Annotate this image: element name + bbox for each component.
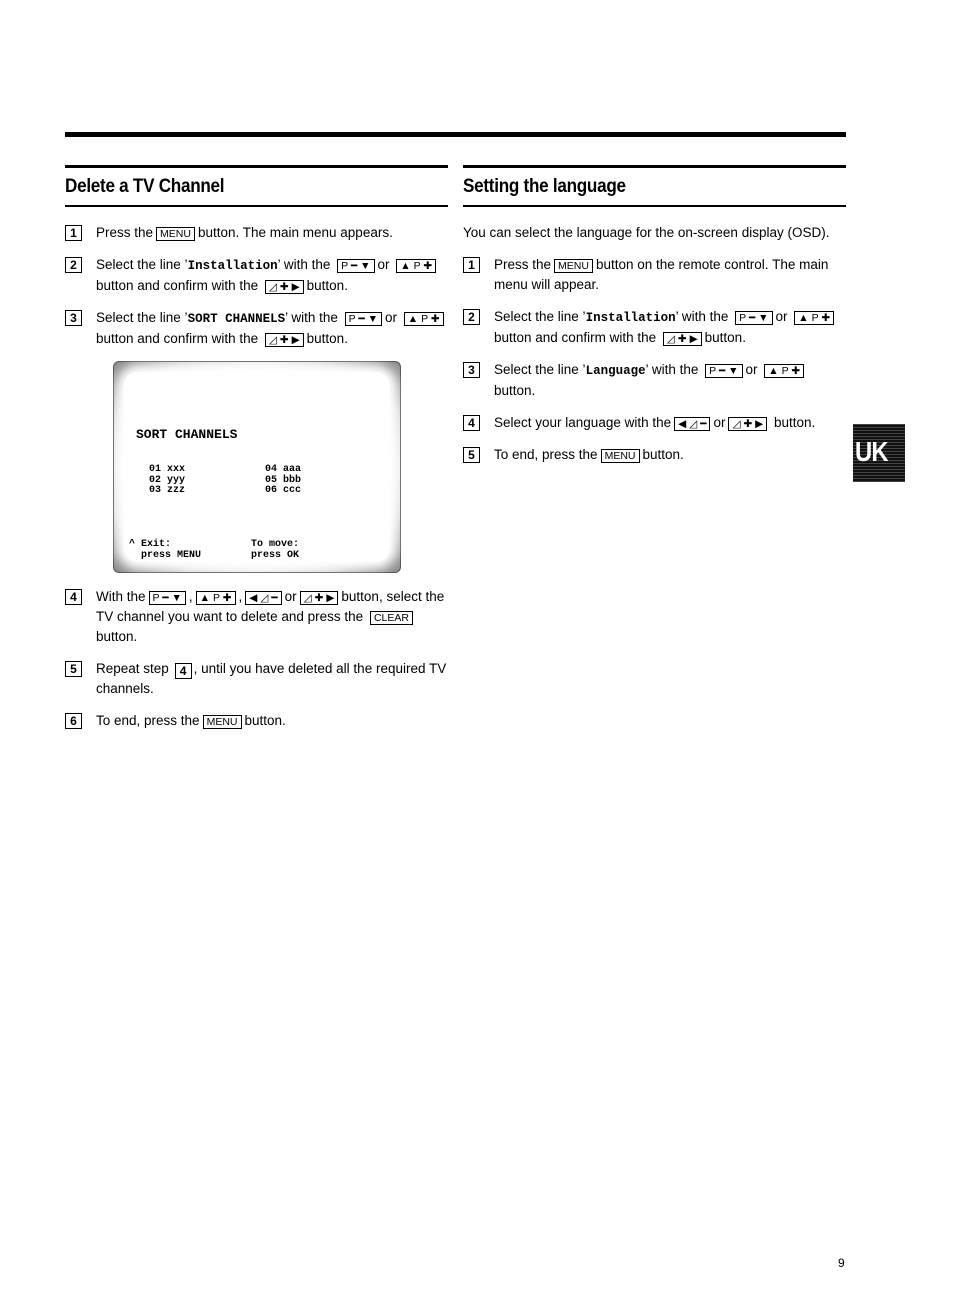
vol-down-key: ◀ ◿ ━: [674, 417, 710, 431]
p-down-key: P ━ ▼: [735, 311, 772, 325]
section-intro: You can select the language for the on-screen display (OSD).: [463, 225, 830, 240]
channel-entry: 04 aaa: [265, 464, 302, 475]
step-5: 5 Repeat step 4 , until you have deleted all the required TV channels.: [65, 659, 448, 699]
vol-up-key: ◿ ✚ ▶: [265, 280, 304, 294]
section-subrule: [463, 205, 846, 207]
channel-entry: 01 xxx: [149, 464, 186, 475]
step-5: 5 To end, press the MENU button.: [463, 445, 846, 465]
p-up-key: ▲ P ✚: [794, 311, 834, 325]
step-3: 3 Select the line ’SORT CHANNELS’ with the P ━ ▼ or ▲ P ✚button and confirm with the ◿ ✚ ▶ button.: [65, 308, 448, 349]
step-4: 4 With the P ━ ▼ , ▲ P ✚ , ◀ ◿ ━ or ◿ ✚ ▶ button, select the TV channel you want to delete and press the CLEARbutton.: [65, 587, 448, 647]
vol-up-key: ◿ ✚ ▶: [663, 332, 702, 346]
channel-entry: 02 yyy: [149, 474, 186, 486]
tv-move-hint: To move: press OK: [251, 539, 300, 561]
channel-entry: 06 ccc: [265, 485, 302, 496]
page-number: 9: [838, 1256, 845, 1270]
vol-up-key: ◿ ✚ ▶: [265, 333, 304, 347]
vol-up-key: ◿ ✚ ▶: [300, 591, 339, 605]
vol-down-key: ◀ ◿ ━: [245, 591, 281, 605]
section-subrule: [65, 205, 448, 207]
p-down-key: P ━ ▼: [345, 312, 382, 326]
step-number: 4: [65, 589, 82, 605]
osd-code: Installation: [585, 311, 676, 325]
osd-code: Installation: [187, 259, 278, 273]
step-1: 1 Press the MENU button. The main menu appears.: [65, 223, 448, 243]
step-reference: 4: [175, 663, 192, 679]
language-tab-label: UK: [855, 436, 888, 467]
step-number: 2: [463, 309, 480, 325]
clear-key: CLEAR: [370, 611, 413, 625]
step-number: 1: [463, 257, 480, 273]
p-down-key: P ━ ▼: [705, 364, 742, 378]
osd-code: Language: [585, 364, 646, 378]
step-number: 2: [65, 257, 82, 273]
p-up-key: ▲ P ✚: [764, 364, 804, 378]
top-rule: [65, 132, 846, 137]
tv-screen-illustration: [113, 361, 401, 573]
menu-key: MENU: [203, 715, 242, 729]
p-up-key: ▲ P ✚: [404, 312, 444, 326]
step-number: 3: [463, 362, 480, 378]
setting-language-section: [463, 165, 846, 477]
tv-screen-title: SORT CHANNELS: [136, 427, 238, 442]
step-number: 6: [65, 713, 82, 729]
p-down-key: P ━ ▼: [149, 591, 186, 605]
step-2: 2 Select the line ’Installation’ with the P ━ ▼ or ▲ P ✚button and confirm with the ◿ ✚ ▶ button.: [463, 307, 846, 348]
step-number: 4: [463, 415, 480, 431]
osd-code: SORT CHANNELS: [187, 312, 286, 326]
step-1: 1 Press the MENU button on the remote control. The main menu will appear.: [463, 255, 846, 295]
tv-exit-hint: ^ Exit: press MENU: [129, 539, 202, 561]
menu-key: MENU: [601, 449, 640, 463]
channel-entry: 03 zzz: [149, 485, 186, 496]
step-3: 3 Select the line ’Language’ with the P ━ ▼ or ▲ P ✚button.: [463, 360, 846, 401]
step-number: 5: [463, 447, 480, 463]
menu-key: MENU: [156, 227, 195, 241]
step-number: 1: [65, 225, 82, 241]
language-tab-uk: [853, 424, 905, 482]
delete-channel-section: [65, 165, 448, 743]
step-2: 2 Select the line ’Installation’ with the P ━ ▼ or ▲ P ✚button and confirm with the ◿ ✚ ▶ button.: [65, 255, 448, 296]
p-up-key: ▲ P ✚: [196, 591, 236, 605]
channel-list-right: [265, 465, 301, 497]
vol-up-key: ◿ ✚ ▶: [728, 417, 767, 431]
step-number: 3: [65, 310, 82, 326]
p-up-key: ▲ P ✚: [396, 259, 436, 273]
section-title: Delete a TV Channel: [65, 176, 225, 197]
channel-list-left: [149, 465, 185, 497]
step-6: 6 To end, press the MENU button.: [65, 711, 448, 731]
section-title: Setting the language: [463, 176, 626, 197]
p-down-key: P ━ ▼: [337, 259, 374, 273]
menu-key: MENU: [554, 259, 593, 273]
step-number: 5: [65, 661, 82, 677]
channel-entry: 05 bbb: [265, 474, 302, 486]
step-4: 4 Select your language with the ◀ ◿ ━ or ◿ ✚ ▶ button.: [463, 413, 846, 433]
